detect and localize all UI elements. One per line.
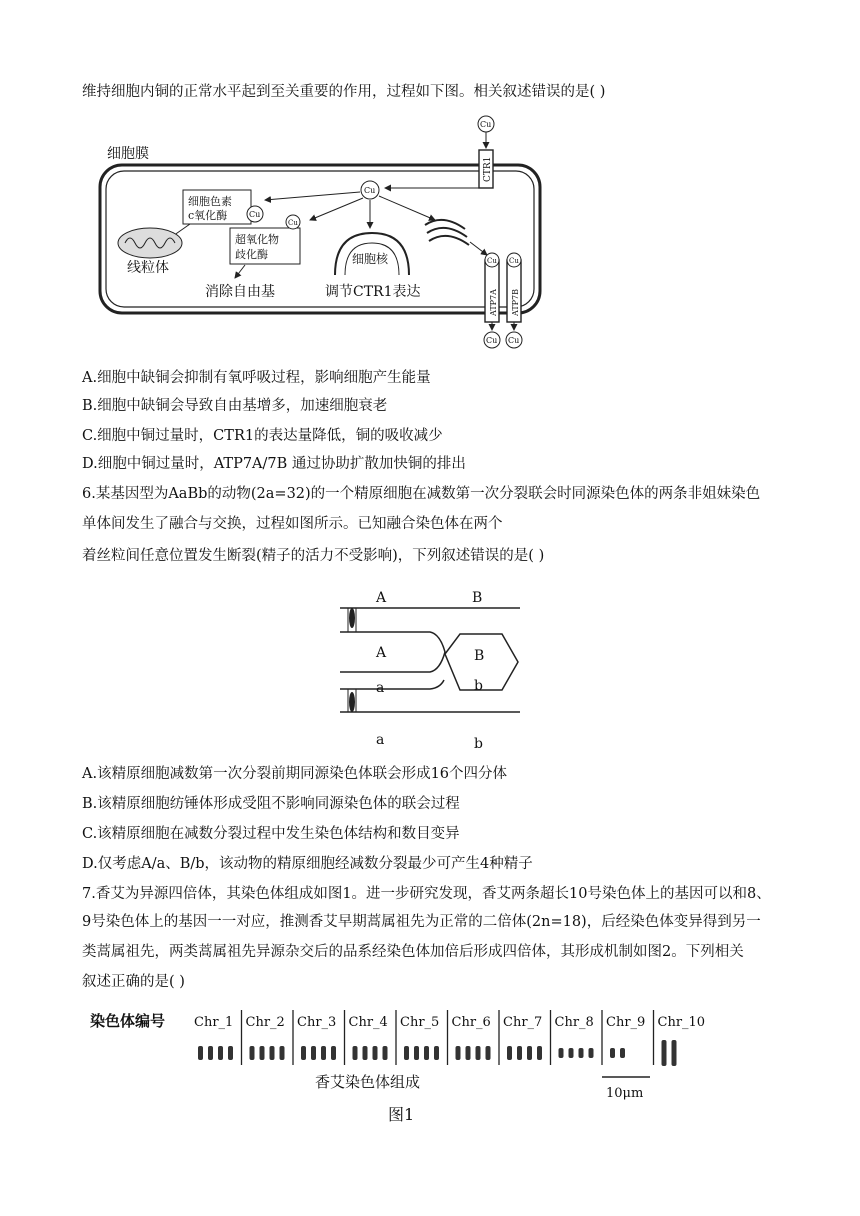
chromosome-mark [363, 1046, 368, 1060]
regulate-label: 调节CTR1表达 [325, 284, 421, 300]
karyotype-figure [90, 1005, 710, 1130]
chromosome-mark [208, 1046, 213, 1060]
q5-option-b: B.细胞中缺铜会导致自由基增多，加速细胞衰老 [82, 398, 388, 414]
chromosome-mark [507, 1046, 512, 1060]
chromosome-mark [270, 1046, 275, 1060]
chromosome-mark [620, 1048, 625, 1058]
label-mid-B: B [474, 648, 485, 664]
label-bot-a: a [376, 732, 385, 748]
chromosome-mark [466, 1046, 471, 1060]
karyotype-subtitle: 香艾染色体组成 [315, 1073, 421, 1091]
chromosome-mark [486, 1046, 491, 1060]
centromere-top [349, 608, 355, 628]
chromosome-mark [579, 1048, 584, 1058]
svg-text:歧化酶: 歧化酶 [235, 248, 268, 261]
chromosome-mark [321, 1046, 326, 1060]
chromosome-mark [373, 1046, 378, 1060]
svg-text:细胞色素: 细胞色素 [188, 195, 232, 208]
chromosome-mark [260, 1046, 265, 1060]
membrane-label: 细胞膜 [107, 146, 149, 162]
q7-stem-line-3: 类蒿属祖先，两类蒿属祖先异源杂交后的品系经染色体加倍后形成四倍体，其形成机制如图2。下列相关 [82, 944, 744, 960]
chromosome-mark [610, 1048, 615, 1058]
svg-text:Cu: Cu [487, 257, 497, 265]
q7-stem-line-1: 7.香艾为异源四倍体，其染色体组成如图1。进一步研究发现，香艾两条超长10号染色体上的基因可以和8、 [82, 886, 771, 902]
svg-text:超氧化物: 超氧化物 [235, 233, 279, 246]
label-bot-b: b [474, 736, 483, 752]
chromosome-label: Chr_10 [657, 1015, 706, 1030]
q6-stem-line-3: 着丝粒间任意位置发生断裂(精子的活力不受影响)，下列叙述错误的是( ) [82, 548, 545, 564]
centromere-bottom [349, 692, 355, 712]
chromosome-mark [424, 1046, 429, 1060]
label-mid-b: b [474, 678, 483, 694]
svg-text:Cu: Cu [486, 336, 498, 345]
svg-text:ATP7A: ATP7A [489, 289, 498, 316]
chromosome-mark [569, 1048, 574, 1058]
svg-text:Cu: Cu [508, 336, 520, 345]
label-mid-a: a [376, 680, 385, 696]
chromosome-mark [662, 1040, 667, 1066]
chromosome-label: Chr_7 [503, 1015, 543, 1030]
chromosome-label: Chr_8 [554, 1015, 594, 1030]
q6-stem-line-1: 6.某基因型为AaBb的动物(2a=32)的一个精原细胞在减数第一次分裂联会时同源染色体的两条非姐妹染色 [82, 486, 761, 502]
chromosome-mark [301, 1046, 306, 1060]
svg-text:Cu: Cu [480, 120, 492, 129]
label-top-A: A [376, 590, 387, 606]
chromosome-label: Chr_5 [400, 1015, 440, 1030]
label-mid-A: A [376, 645, 387, 661]
chromosome-mark [589, 1048, 594, 1058]
label-top-B: B [472, 590, 483, 606]
q7-stem-line-2: 9号染色体上的基因一一对应，推测香艾早期蒿属祖先为正常的二倍体(2n=18)，后经染色体变异得到另一 [82, 914, 761, 930]
q5-stem: 维持细胞内铜的正常水平起到至关重要的作用，过程如下图。相关叙述错误的是( ) [82, 84, 606, 100]
q6-option-d: D.仅考虑A/a、B/b，该动物的精原细胞经减数分裂最少可产生4种精子 [82, 856, 533, 872]
chromosome-mark [353, 1046, 358, 1060]
q5-option-c: C.细胞中铜过量时，CTR1的表达量降低，铜的吸收减少 [82, 428, 443, 444]
scale-label: 10μm [606, 1086, 644, 1101]
chromosome-mark [559, 1048, 564, 1058]
q6-option-a: A.该精原细胞减数第一次分裂前期同源染色体联会形成16个四分体 [82, 766, 508, 782]
chromosome-mark [250, 1046, 255, 1060]
chromosome-label: Chr_9 [606, 1015, 646, 1030]
chromosome-label: Chr_2 [245, 1015, 285, 1030]
ctr1-label: CTR1 [483, 156, 493, 182]
free-radical-label: 消除自由基 [205, 284, 275, 300]
copper-regulation-figure [95, 110, 555, 355]
svg-text:c氧化酶: c氧化酶 [188, 209, 228, 222]
chromosome-mark [198, 1046, 203, 1060]
chromosome-mark [311, 1046, 316, 1060]
chromosome-mark [517, 1046, 522, 1060]
chromosome-mark [383, 1046, 388, 1060]
chromosome-mark [404, 1046, 409, 1060]
karyotype-row-label: 染色体编号 [90, 1012, 166, 1030]
svg-text:Cu: Cu [509, 257, 519, 265]
chromosome-label: Chr_4 [348, 1015, 388, 1030]
chromosome-label: Chr_1 [194, 1015, 234, 1030]
chromosome-mark [218, 1046, 223, 1060]
golgi-icon [425, 220, 469, 245]
q6-option-b: B.该精原细胞纺锤体形成受阻不影响同源染色体的联会过程 [82, 796, 460, 812]
svg-text:Cu: Cu [249, 210, 261, 219]
q6-stem-line-2: 单体间发生了融合与交换，过程如图所示。已知融合染色体在两个 [82, 516, 503, 532]
chromosome-mark [228, 1046, 233, 1060]
svg-text:ATP7B: ATP7B [511, 288, 520, 316]
chromosome-label: Chr_6 [451, 1015, 491, 1030]
svg-text:Cu: Cu [364, 186, 376, 195]
q5-option-a: A.细胞中缺铜会抑制有氧呼吸过程，影响细胞产生能量 [82, 370, 431, 386]
chromosome-crossover-figure [340, 582, 530, 757]
chromosome-mark [672, 1040, 677, 1066]
mito-label: 线粒体 [127, 260, 169, 276]
chromosome-mark [476, 1046, 481, 1060]
q6-option-c: C.该精原细胞在减数分裂过程中发生染色体结构和数目变异 [82, 826, 460, 842]
nucleus-label: 细胞核 [352, 252, 389, 266]
chromosome-mark [331, 1046, 336, 1060]
chromosome-mark [537, 1046, 542, 1060]
chromosome-mark [414, 1046, 419, 1060]
q7-stem-line-4: 叙述正确的是( ) [82, 974, 185, 990]
svg-text:Cu: Cu [288, 219, 298, 227]
figure-caption: 图1 [388, 1105, 415, 1124]
mitochondrion-icon [118, 228, 182, 258]
chromosome-mark [280, 1046, 285, 1060]
chromosome-mark [456, 1046, 461, 1060]
chromosome-mark [527, 1046, 532, 1060]
q5-option-d: D.细胞中铜过量时，ATP7A/7B 通过协助扩散加快铜的排出 [82, 456, 466, 472]
chromosome-mark [434, 1046, 439, 1060]
chromosome-label: Chr_3 [297, 1015, 337, 1030]
